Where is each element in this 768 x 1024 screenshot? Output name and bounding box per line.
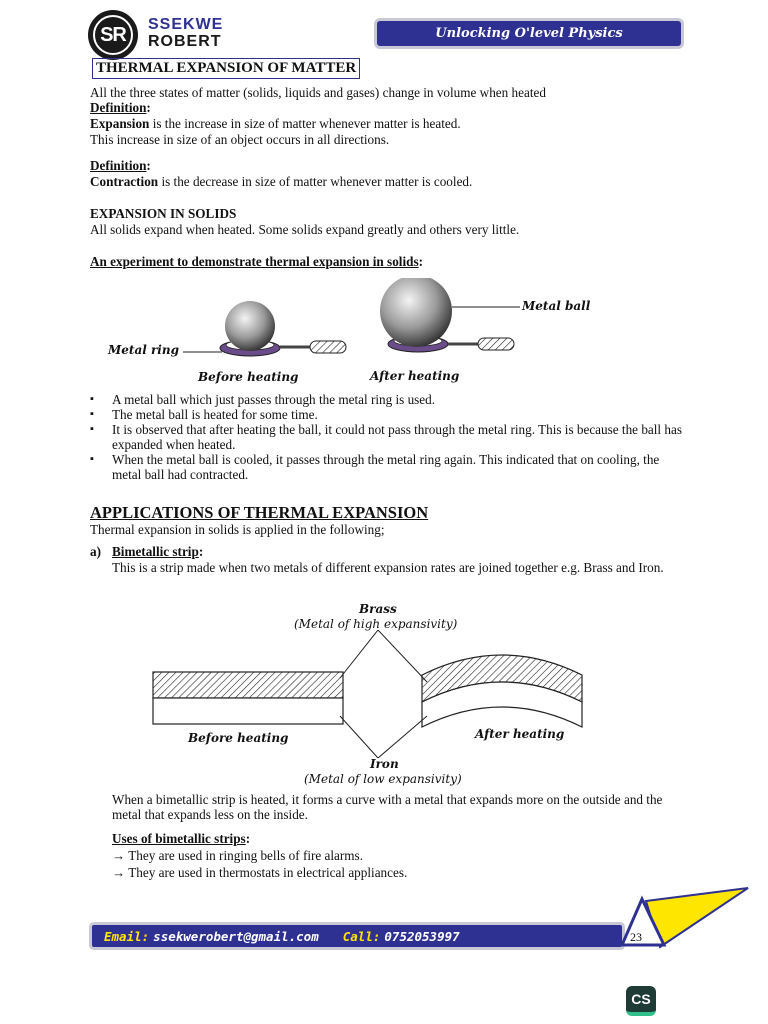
ball-after: [380, 278, 452, 347]
uses-heading-text: Uses of bimetallic strips: [112, 831, 246, 846]
uses-item: [112, 848, 363, 863]
metal-ring-label: Metal ring: [108, 343, 179, 357]
uses-heading: Uses of bimetallic strips:: [112, 831, 251, 846]
definition-heading: Definition: [90, 158, 147, 173]
definition-heading: Definition: [90, 100, 147, 115]
bimetal-item-text: This is a strip made when two metals of different expansion rates are joined together e.g. Brass and Iron.: [112, 560, 664, 575]
intro-text: All the three states of matter (solids, liquids and gases) change in volume when heated: [90, 85, 546, 100]
brass-label: Brass: [359, 602, 397, 616]
observation-list: [90, 392, 690, 482]
after-heating-label: After heating: [370, 369, 460, 383]
email-address[interactable]: ssekwerobert@gmail.com: [153, 928, 319, 944]
ball-before: [225, 301, 275, 351]
iron-note: (Metal of low expansivity): [304, 772, 462, 786]
page-number: 23: [630, 930, 642, 944]
list-item: ▪ A metal ball which just passes through the metal ring is used.: [90, 392, 690, 407]
bimetal-explanation: When a bimetallic strip is heated, it forms a curve with a metal that expands more on the outside and the metal that expands less on the inside.: [112, 792, 663, 822]
uses-item-text: They are used in thermostats in electrical appliances.: [128, 865, 408, 880]
scanner-app-badge: CS: [626, 986, 656, 1016]
solids-text: All solids expand when heated. Some solids expand greatly and others very little.: [90, 222, 520, 237]
brass-note: (Metal of high expansivity): [294, 617, 458, 631]
phone-number[interactable]: 0752053997: [384, 928, 460, 944]
pointer-lines: [340, 630, 427, 758]
before-heating-label: Before heating: [198, 370, 299, 384]
header-banner: Unlocking O'level Physics: [377, 21, 681, 46]
definition-2: Definition:: [90, 158, 151, 173]
expansion-text: is the increase in size of matter whenever matter is heated.: [149, 116, 461, 131]
bimetal-item-marker: a): [90, 544, 101, 559]
arrow-icon: →: [112, 865, 126, 880]
before-heating-strip-label: Before heating: [188, 731, 289, 745]
footer-contact-bar: [92, 925, 622, 947]
call-label: Call:: [342, 928, 381, 944]
email-label: Email:: [104, 928, 150, 944]
contraction-term: Contraction: [90, 174, 159, 189]
contraction-definition: [90, 174, 472, 189]
arrow-icon: →: [112, 848, 126, 863]
brand-line-1: SSEKWE: [148, 16, 224, 33]
uses-item-text: They are used in ringing bells of fire alarms.: [128, 848, 363, 863]
iron-label: Iron: [370, 757, 399, 771]
contraction-text: is the decrease in size of matter whenever matter is cooled.: [158, 174, 473, 189]
experiment-heading-text: An experiment to demonstrate thermal expansion in solids: [90, 254, 419, 269]
metal-ball-label: Metal ball: [522, 299, 591, 313]
applications-intro: Thermal expansion in solids is applied in the following;: [90, 522, 385, 537]
solids-heading: EXPANSION IN SOLIDS: [90, 206, 237, 221]
bimetallic-strip-figure: [140, 630, 620, 770]
bimetal-title-text: Bimetallic strip: [112, 544, 199, 559]
experiment-heading: An experiment to demonstrate thermal expansion in solids:: [90, 254, 423, 269]
expansion-term: Expansion: [90, 116, 150, 131]
expansion-definition: [90, 116, 461, 131]
author-logo: [88, 10, 138, 60]
page-title: THERMAL EXPANSION OF MATTER: [92, 58, 360, 79]
strip-after: [422, 655, 582, 727]
brand-name: [148, 16, 223, 50]
definition-1: Definition:: [90, 100, 151, 115]
list-item: ▪ The metal ball is heated for some time.: [90, 407, 690, 422]
applications-heading: APPLICATIONS OF THERMAL EXPANSION: [90, 503, 429, 522]
list-item: ▪ It is observed that after heating the ball, it could not pass through the metal ring. This is because the ball has expanded when heated.: [90, 422, 690, 452]
after-heating-strip-label: After heating: [475, 727, 565, 741]
logo-initials: SR: [93, 15, 133, 55]
bimetal-item-title: Bimetallic strip:: [112, 544, 204, 559]
strip-before: [153, 672, 343, 724]
uses-item: [112, 865, 407, 880]
brand-line-2: ROBERT: [148, 33, 222, 50]
expansion-line-2: This increase in size of an object occurs in all directions.: [90, 132, 390, 147]
list-item: ▪ When the metal ball is cooled, it passes through the metal ring again. This indicated that on cooling, the metal ball had contracted.: [90, 452, 690, 482]
